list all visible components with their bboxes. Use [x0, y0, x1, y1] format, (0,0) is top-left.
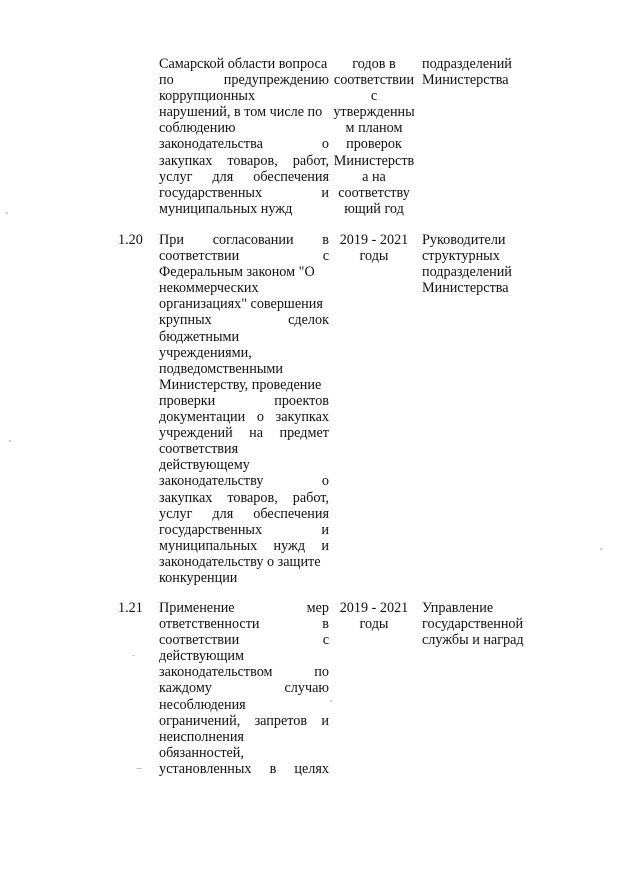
item-description: [159, 56, 329, 217]
description-line: закупках товаров, работ,: [159, 152, 329, 169]
description-line: услуг для обеспечения: [159, 168, 329, 185]
description-line: Министерству, проведение: [159, 376, 322, 393]
description-line: неисполнения: [159, 728, 244, 745]
description-line: нарушений, в том числе по: [159, 104, 323, 121]
description-line: законодательства о: [159, 136, 329, 153]
item-term: [331, 56, 417, 217]
term-line: годы: [359, 616, 389, 633]
term-line: соответствии: [333, 72, 415, 89]
description-line: подведомственными: [159, 360, 283, 377]
description-line: некоммерческих: [159, 280, 259, 297]
description-line: соответствии с: [159, 248, 329, 265]
description-line: закупках товаров, работ,: [159, 489, 329, 506]
description-line: государственных и: [159, 184, 329, 201]
description-line: Применение мер: [159, 600, 329, 616]
description-line: муниципальных нужд: [159, 200, 293, 217]
responsible-line: службы и наград: [422, 632, 524, 649]
responsible-line: государственной: [422, 616, 524, 633]
item-term: [331, 600, 417, 632]
description-line: установленных в целях: [159, 760, 329, 777]
description-line: законодательству о защите: [159, 553, 321, 570]
term-line: годы: [359, 248, 389, 265]
description-line: соответствии с: [159, 632, 329, 649]
term-line: годов в: [352, 56, 396, 72]
description-line: государственных и: [159, 521, 329, 538]
item-responsible: [422, 56, 548, 88]
description-line: проверки проектов: [159, 392, 329, 409]
item-number: 1.21: [118, 600, 143, 616]
description-line: учреждений на предмет: [159, 425, 329, 442]
responsible-line: Министерства: [422, 72, 509, 89]
item-responsible: [422, 232, 548, 296]
term-line: 2019 - 2021: [339, 600, 409, 616]
description-line: Федеральным законом "О: [159, 264, 315, 281]
description-line: учреждениями,: [159, 344, 252, 361]
description-line: крупных сделок: [159, 312, 329, 329]
scan-speck: [136, 768, 142, 769]
description-line: каждому случаю: [159, 680, 329, 697]
term-line: соответству: [338, 184, 410, 201]
term-line: 2019 - 2021: [339, 232, 409, 248]
item-term: [331, 232, 417, 264]
description-line: бюджетными: [159, 328, 240, 345]
term-line: ющий год: [344, 200, 404, 217]
description-line: ответственности в: [159, 616, 329, 633]
scan-speck: [9, 440, 11, 442]
responsible-line: подразделений: [422, 264, 512, 281]
responsible-line: подразделений: [422, 56, 512, 72]
description-line: несоблюдения: [159, 696, 246, 713]
term-line: м планом: [345, 120, 403, 137]
description-line: действующему: [159, 457, 250, 474]
description-line: законодательством по: [159, 664, 329, 681]
item-responsible: [422, 600, 548, 648]
term-line: утвержденны: [333, 104, 415, 121]
description-line: по предупреждению: [159, 72, 329, 89]
term-line: проверок: [346, 136, 402, 153]
responsible-line: Управление: [422, 600, 494, 616]
responsible-line: структурных: [422, 248, 500, 265]
scan-speck: [330, 700, 332, 702]
description-line: ограничений, запретов и: [159, 712, 329, 729]
description-line: услуг для обеспечения: [159, 505, 329, 522]
term-line: а на: [362, 168, 386, 185]
scan-speck: [6, 212, 8, 214]
responsible-line: Министерства: [422, 280, 509, 297]
term-line: Министерств: [333, 152, 415, 169]
scan-speck: [132, 655, 135, 656]
description-line: конкуренции: [159, 569, 238, 586]
item-description: [159, 600, 329, 777]
item-number: 1.20: [118, 232, 143, 248]
description-line: соответствия: [159, 441, 239, 458]
responsible-line: Руководители: [422, 232, 506, 248]
description-line: коррупционных: [159, 88, 256, 105]
description-line: Самарской области вопроса: [159, 56, 328, 72]
description-line: обязанностей,: [159, 744, 244, 761]
description-line: документации о закупках: [159, 409, 329, 426]
description-line: организациях" совершения: [159, 296, 323, 313]
description-line: законодательству о: [159, 473, 329, 490]
description-line: муниципальных нужд и: [159, 537, 329, 554]
description-line: При согласовании в: [159, 232, 329, 248]
term-line: с: [370, 88, 378, 105]
description-line: соблюдению: [159, 120, 236, 137]
description-line: действующим: [159, 648, 245, 665]
item-description: [159, 232, 329, 586]
scan-speck: [600, 548, 602, 550]
